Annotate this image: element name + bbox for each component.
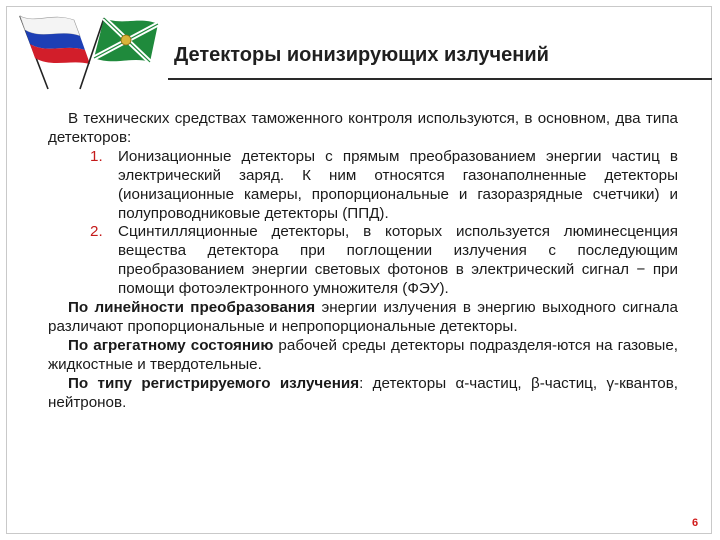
slide-body xyxy=(48,110,678,413)
customs-flag-icon xyxy=(80,18,158,89)
paragraph-lead: По типу регистрируемого излучения xyxy=(68,374,360,392)
classification-paragraph xyxy=(48,337,678,375)
paragraph-lead: По линейности преобразования xyxy=(68,299,316,317)
list-item xyxy=(48,223,678,299)
paragraph-text: энергии излучения в энергию выходного сигнала различают пропорциональные и непропорциональные детекторы. xyxy=(48,299,678,335)
list-item-text: Ионизационные детекторы с прямым преобразованием энергии частиц в электрический заряд. К ним относятся газонаполненные детекторы (ионизационные камеры, пропорциональные и газоразрядные счетчики) и полупроводниковые детекторы (ППД). xyxy=(118,147,678,222)
paragraph-text: рабочей среды детекторы подразделя-ются на газовые, жидкостные и твердотельные. xyxy=(48,336,678,373)
slide-header xyxy=(0,0,720,96)
list-item-number: 2. xyxy=(90,223,103,241)
list-item-text: Сцинтилляционные детекторы, в которых используется люминесценция вещества детектора при поглощении излучения с последующим преобразованием энергии световых фотонов в электрический сигнал − при помощи фотоэлектронного умножителя (ФЭУ). xyxy=(118,223,678,298)
classification-paragraph xyxy=(48,375,678,413)
classification-paragraph xyxy=(48,299,678,337)
paragraph-lead: По агрегатному состоянию xyxy=(68,336,274,354)
list-item xyxy=(48,148,678,224)
paragraph-text: : детекторы α-частиц, β-частиц, γ-квантов, нейтронов. xyxy=(48,374,679,411)
russian-flag-icon xyxy=(20,16,90,89)
title-divider xyxy=(168,78,712,80)
page-number: 6 xyxy=(692,517,699,529)
flags-emblem xyxy=(12,14,162,90)
page-title: Детекторы ионизирующих излучений xyxy=(174,44,549,66)
list-item-number: 1. xyxy=(90,147,103,165)
intro-paragraph: В технических средствах таможенного контроля используются, в основном, два типа детекторов: xyxy=(48,110,678,146)
